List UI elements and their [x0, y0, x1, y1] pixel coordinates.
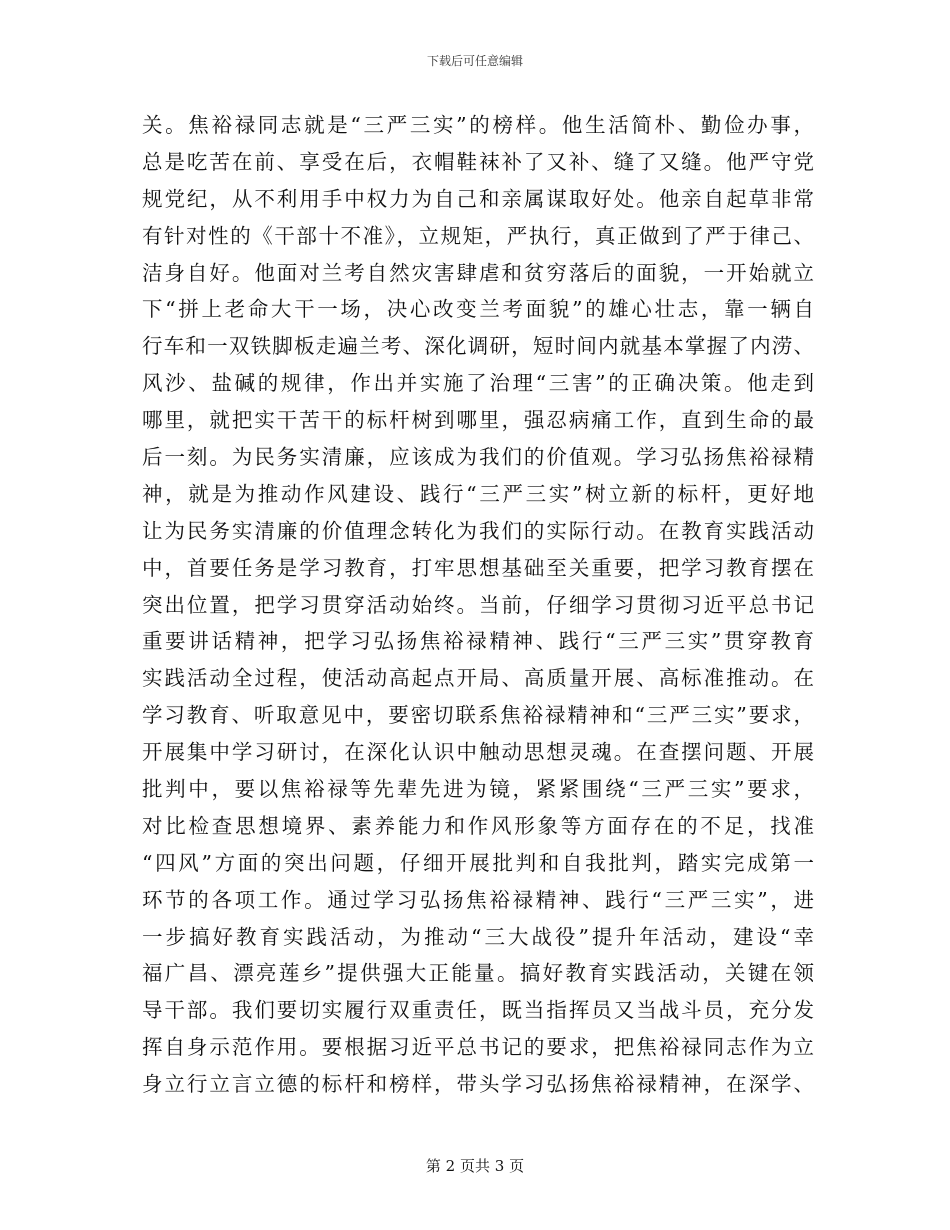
text-line: “四风”方面的突出问题，仔细开展批判和自我批判，踏实完成第一 — [142, 850, 814, 875]
text-line: 哪里，就把实干苦干的标杆树到哪里，强忍病痛工作，直到生命的最 — [142, 408, 814, 433]
text-line: 对比检查思想境界、素养能力和作风形象等方面存在的不足，找准 — [142, 813, 814, 838]
text-line: 行车和一双铁脚板走遍兰考、深化调研，短时间内就基本掌握了内涝、 — [142, 334, 814, 359]
text-line: 导干部。我们要切实履行双重责任，既当指挥员又当战斗员，充分发 — [142, 998, 814, 1023]
text-line: 福广昌、漂亮莲乡”提供强大正能量。搞好教育实践活动，关键在领 — [142, 961, 814, 986]
text-line: 实践活动全过程，使活动高起点开局、高质量开展、高标准推动。在 — [142, 666, 814, 691]
page-number: 第 2 页共 3 页 — [425, 1157, 525, 1175]
text-line: 下“拼上老命大干一场，决心改变兰考面貌”的雄心壮志，靠一辆自 — [142, 297, 814, 322]
text-line: 突出位置，把学习贯穿活动始终。当前，仔细学习贯彻习近平总书记 — [142, 592, 814, 617]
text-line: 洁身自好。他面对兰考自然灾害肆虐和贫穷落后的面貌，一开始就立 — [142, 260, 814, 285]
text-line: 挥自身示范作用。要根据习近平总书记的要求，把焦裕禄同志作为立 — [142, 1035, 814, 1060]
text-line: 后一刻。为民务实清廉，应该成为我们的价值观。学习弘扬焦裕禄精 — [142, 445, 814, 470]
text-line: 总是吃苦在前、享受在后，衣帽鞋袜补了又补、缝了又缝。他严守党 — [142, 149, 814, 174]
text-line: 神，就是为推动作风建设、践行“三严三实”树立新的标杆，更好地 — [142, 481, 814, 506]
text-line: 一步搞好教育实践活动，为推动“三大战役”提升年活动，建设“幸 — [142, 924, 814, 949]
body-text — [142, 107, 814, 1103]
text-line: 环节的各项工作。通过学习弘扬焦裕禄精神、践行“三严三实”，进 — [142, 887, 814, 912]
text-line: 让为民务实清廉的价值理念转化为我们的实际行动。在教育实践活动 — [142, 518, 814, 543]
text-line: 中，首要任务是学习教育，打牢思想基础至关重要，把学习教育摆在 — [142, 555, 814, 580]
text-line: 开展集中学习研讨，在深化认识中触动思想灵魂。在查摆问题、开展 — [142, 740, 814, 765]
text-line: 身立行立言立德的标杆和榜样，带头学习弘扬焦裕禄精神，在深学、 — [142, 1072, 814, 1097]
text-line: 关。焦裕禄同志就是“三严三实”的榜样。他生活简朴、勤俭办事， — [142, 113, 814, 137]
text-line: 风沙、盐碱的规律，作出并实施了治理“三害”的正确决策。他走到 — [142, 371, 814, 396]
page-header: 下载后可任意编辑 — [426, 54, 523, 68]
text-line: 批判中，要以焦裕禄等先辈先进为镜，紧紧围绕“三严三实”要求， — [142, 777, 814, 802]
text-line: 重要讲话精神，把学习弘扬焦裕禄精神、践行“三严三实”贯穿教育 — [142, 629, 814, 654]
text-line: 有针对性的《干部十不准》，立规矩，严执行，真正做到了严于律己、 — [142, 223, 814, 248]
text-line: 学习教育、听取意见中，要密切联系焦裕禄精神和“三严三实”要求， — [142, 703, 814, 728]
text-line: 规党纪，从不利用手中权力为自己和亲属谋取好处。他亲自起草非常 — [142, 186, 814, 211]
